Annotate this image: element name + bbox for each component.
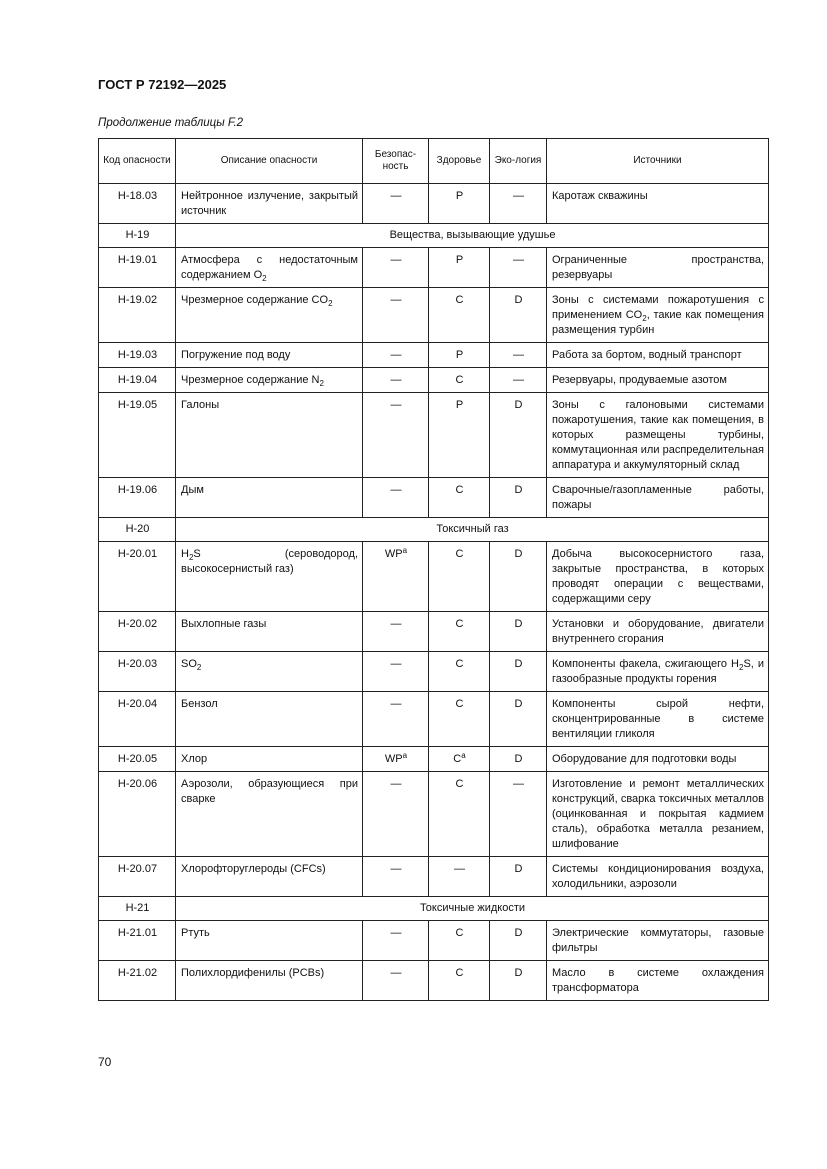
health-cell: С <box>429 368 490 393</box>
hazard-table <box>98 138 769 1001</box>
safety-cell: — <box>363 921 429 961</box>
table-row <box>99 288 769 343</box>
sources-cell: Системы кондиционирования воздуха, холодильники, аэрозоли <box>547 857 769 897</box>
safety-cell: $WP^a$ <box>363 747 429 772</box>
health-cell: С <box>429 542 490 612</box>
standard-number: ГОСТ Р 72192—2025 <box>98 77 227 92</box>
health-cell: С <box>429 961 490 1001</box>
hazard-code: H-20.05 <box>99 747 176 772</box>
sources-cell: Изготовление и ремонт металлических конструкций, сварка токсичных металлов (оцинкованная и покрытая кадмием сталь), обработка металла резанием, шлифование <box>547 772 769 857</box>
ecology-cell: D <box>490 612 547 652</box>
hazard-code: H-19.06 <box>99 478 176 518</box>
table-row <box>99 542 769 612</box>
safety-cell: — <box>363 612 429 652</box>
hazard-description: $H_2S$ (сероводород, высокосернистый газ) <box>176 542 363 612</box>
hazard-description: Нейтронное излучение, закрытый источник <box>176 184 363 224</box>
group-title: Вещества, вызывающие удушье <box>176 224 769 248</box>
table-row <box>99 921 769 961</box>
sources-cell: Установки и оборудование, двигатели внутреннего сгорания <box>547 612 769 652</box>
safety-cell: $WP^a$ <box>363 542 429 612</box>
sources-cell: Электрические коммутаторы, газовые фильтры <box>547 921 769 961</box>
ecology-cell: D <box>490 288 547 343</box>
hazard-description: Чрезмерное содержание $N_2$ <box>176 368 363 393</box>
ecology-cell: D <box>490 961 547 1001</box>
table-row <box>99 772 769 857</box>
ecology-cell: — <box>490 343 547 368</box>
table-row <box>99 248 769 288</box>
sources-cell: Работа за бортом, водный транспорт <box>547 343 769 368</box>
table-row <box>99 184 769 224</box>
hazard-description: Хлорофторуглероды (CFCs) <box>176 857 363 897</box>
ecology-cell: D <box>490 857 547 897</box>
table-row <box>99 692 769 747</box>
table-caption: Продолжение таблицы F.2 <box>98 117 244 129</box>
safety-cell: — <box>363 184 429 224</box>
safety-cell: — <box>363 857 429 897</box>
header-code: Код опасности <box>99 139 176 184</box>
health-cell: — <box>429 857 490 897</box>
group-code: H-19 <box>99 224 176 248</box>
health-cell: С <box>429 288 490 343</box>
ecology-cell: D <box>490 652 547 692</box>
health-cell: С <box>429 478 490 518</box>
ecology-cell: D <box>490 921 547 961</box>
hazard-description: Дым <box>176 478 363 518</box>
hazard-code: H-19.01 <box>99 248 176 288</box>
hazard-description: Полихлордифенилы (PCBs) <box>176 961 363 1001</box>
table-row <box>99 343 769 368</box>
table-group-row <box>99 897 769 921</box>
sources-cell: Добыча высокосернистого газа, закрытые пространства, в которых проводят операции с веществами, содержащими серу <box>547 542 769 612</box>
group-title: Токсичные жидкости <box>176 897 769 921</box>
table-row <box>99 612 769 652</box>
safety-cell: — <box>363 368 429 393</box>
ecology-cell: D <box>490 692 547 747</box>
ecology-cell: D <box>490 393 547 478</box>
safety-cell: — <box>363 393 429 478</box>
group-code: H-21 <box>99 897 176 921</box>
header-description: Описание опасности <box>176 139 363 184</box>
hazard-code: H-18.03 <box>99 184 176 224</box>
hazard-code: H-21.02 <box>99 961 176 1001</box>
sources-cell: Компоненты факела, сжигающего $H_2S$, и газообразные продукты горения <box>547 652 769 692</box>
hazard-code: H-20.03 <box>99 652 176 692</box>
hazard-description: $SO_2$ <box>176 652 363 692</box>
ecology-cell: D <box>490 542 547 612</box>
safety-cell: — <box>363 288 429 343</box>
group-title: Токсичный газ <box>176 518 769 542</box>
header-sources: Источники <box>547 139 769 184</box>
header-health: Здоровье <box>429 139 490 184</box>
safety-cell: — <box>363 961 429 1001</box>
safety-cell: — <box>363 478 429 518</box>
hazard-code: H-19.02 <box>99 288 176 343</box>
hazard-code: H-20.01 <box>99 542 176 612</box>
hazard-description: Галоны <box>176 393 363 478</box>
page-number: 70 <box>98 1055 112 1069</box>
table-body <box>99 184 769 1001</box>
hazard-code: H-19.03 <box>99 343 176 368</box>
hazard-description: Чрезмерное содержание $CO_2$ <box>176 288 363 343</box>
safety-cell: — <box>363 692 429 747</box>
header-ecology: Эко-логия <box>490 139 547 184</box>
hazard-description: Ртуть <box>176 921 363 961</box>
health-cell: Р <box>429 184 490 224</box>
sources-cell: Ограниченные пространства, резервуары <box>547 248 769 288</box>
sources-cell: Компоненты сырой нефти, сконцентрированные в системе вентиляции гликоля <box>547 692 769 747</box>
table-row <box>99 652 769 692</box>
safety-cell: — <box>363 652 429 692</box>
hazard-code: H-20.07 <box>99 857 176 897</box>
safety-cell: — <box>363 772 429 857</box>
sources-cell: Масло в системе охлаждения трансформатора <box>547 961 769 1001</box>
ecology-cell: D <box>490 747 547 772</box>
hazard-description: Атмосфера с недостаточным содержанием $O_2$ <box>176 248 363 288</box>
sources-cell: Резервуары, продуваемые азотом <box>547 368 769 393</box>
table-row <box>99 368 769 393</box>
hazard-code: H-19.05 <box>99 393 176 478</box>
table-row <box>99 747 769 772</box>
safety-cell: — <box>363 248 429 288</box>
ecology-cell: — <box>490 184 547 224</box>
sources-cell: Сварочные/газопламенные работы, пожары <box>547 478 769 518</box>
health-cell: С <box>429 772 490 857</box>
ecology-cell: — <box>490 248 547 288</box>
header-safety: Безопас-ность <box>363 139 429 184</box>
health-cell: Р <box>429 248 490 288</box>
hazard-code: H-21.01 <box>99 921 176 961</box>
hazard-code: H-20.02 <box>99 612 176 652</box>
table-row <box>99 478 769 518</box>
table-header-row <box>99 139 769 184</box>
hazard-description: Хлор <box>176 747 363 772</box>
table-row <box>99 393 769 478</box>
sources-cell: Каротаж скважины <box>547 184 769 224</box>
health-cell: С <box>429 652 490 692</box>
sources-cell: Зоны с системами пожаротушения с применением $CO_2$, такие как помещения размещения турбин <box>547 288 769 343</box>
sources-cell: Зоны с галоновыми системами пожаротушения, такие как помещения, в которых размещены турбины, коммутационная или распределительная аппаратура и аккумуляторный склад <box>547 393 769 478</box>
sources-cell: Оборудование для подготовки воды <box>547 747 769 772</box>
table-row <box>99 961 769 1001</box>
hazard-description: Выхлопные газы <box>176 612 363 652</box>
health-cell: С <box>429 692 490 747</box>
hazard-description: Погружение под воду <box>176 343 363 368</box>
health-cell: С <box>429 612 490 652</box>
health-cell: Р <box>429 343 490 368</box>
ecology-cell: — <box>490 368 547 393</box>
hazard-description: Аэрозоли, образующиеся при сварке <box>176 772 363 857</box>
safety-cell: — <box>363 343 429 368</box>
ecology-cell: — <box>490 772 547 857</box>
table-row <box>99 857 769 897</box>
hazard-code: H-19.04 <box>99 368 176 393</box>
hazard-description: Бензол <box>176 692 363 747</box>
ecology-cell: D <box>490 478 547 518</box>
health-cell: С <box>429 921 490 961</box>
health-cell: Р <box>429 393 490 478</box>
health-cell: $С^a$ <box>429 747 490 772</box>
group-code: H-20 <box>99 518 176 542</box>
hazard-code: H-20.04 <box>99 692 176 747</box>
table-group-row <box>99 224 769 248</box>
hazard-code: H-20.06 <box>99 772 176 857</box>
table-group-row <box>99 518 769 542</box>
